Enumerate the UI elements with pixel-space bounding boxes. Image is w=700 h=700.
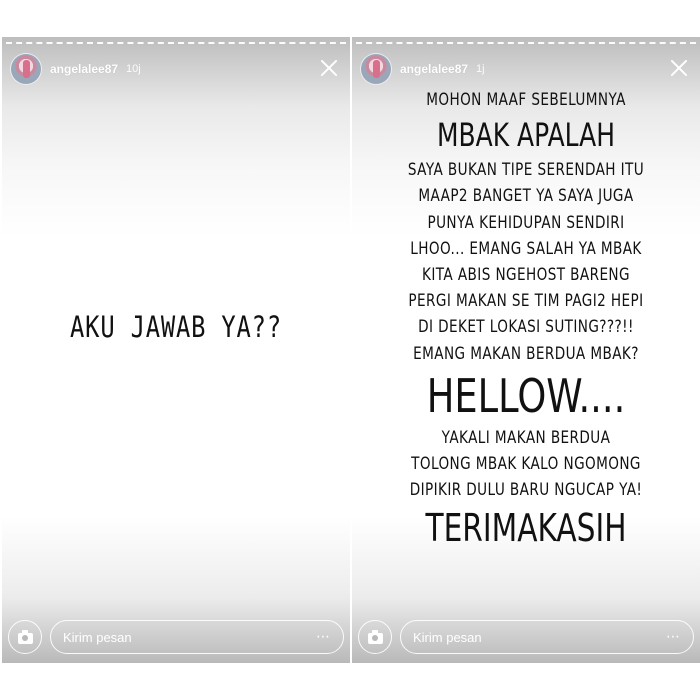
camera-icon[interactable] xyxy=(358,620,392,654)
story-line: EMANG MAKAN BERDUA MBAK? xyxy=(413,343,639,364)
story-footer xyxy=(8,619,344,655)
story-text-block xyxy=(352,87,700,553)
story-line: HELLOW.... xyxy=(426,368,626,423)
story-progress-bar xyxy=(6,42,346,44)
story-line: MBAK APALAH xyxy=(437,116,615,155)
story-line: TOLONG MBAK KALO NGOMONG xyxy=(411,454,641,475)
avatar[interactable] xyxy=(10,53,42,85)
story-line: LHOO... EMANG SALAH YA MBAK xyxy=(410,238,642,259)
message-input[interactable] xyxy=(400,620,694,654)
story-line: YAKALI MAKAN BERDUA xyxy=(441,427,611,448)
story-header xyxy=(360,51,692,87)
story-text: AKU JAWAB YA?? xyxy=(70,310,282,344)
username[interactable]: angelalee87 xyxy=(50,62,119,76)
story-progress-bar xyxy=(356,42,696,44)
story-line: PERGI MAKAN SE TIM PAGI2 HEPI xyxy=(408,291,644,312)
story-line: DIPIKIR DULU BARU NGUCAP YA! xyxy=(409,480,643,501)
more-icon[interactable]: ⋯ xyxy=(666,629,681,645)
story-line: DI DEKET LOKASI SUTING???!! xyxy=(418,317,634,338)
story-header xyxy=(10,51,342,87)
message-input[interactable] xyxy=(50,620,344,654)
post-time: 10j xyxy=(126,63,141,75)
close-icon[interactable] xyxy=(668,57,690,79)
story-line: SAYA BUKAN TIPE SERENDAH ITU xyxy=(407,160,645,181)
story-line: PUNYA KEHIDUPAN SENDIRI xyxy=(427,212,625,233)
username[interactable]: angelalee87 xyxy=(400,62,469,76)
story-line: TERIMAKASIH xyxy=(425,506,627,551)
story-panel-left[interactable] xyxy=(2,37,350,663)
story-line: KITA ABIS NGEHOST BARENG xyxy=(422,265,630,286)
more-icon[interactable]: ⋯ xyxy=(316,629,331,645)
story-panel-right[interactable] xyxy=(352,37,700,663)
story-line: MOHON MAAF SEBELUMNYA xyxy=(426,90,626,110)
story-line: MAAP2 BANGET YA SAYA JUGA xyxy=(418,186,634,207)
close-icon[interactable] xyxy=(318,57,340,79)
message-placeholder: Kirim pesan xyxy=(413,629,482,645)
message-placeholder: Kirim pesan xyxy=(63,629,132,645)
post-time: 1j xyxy=(476,63,485,75)
story-footer xyxy=(358,619,694,655)
camera-icon[interactable] xyxy=(8,620,42,654)
avatar[interactable] xyxy=(360,53,392,85)
